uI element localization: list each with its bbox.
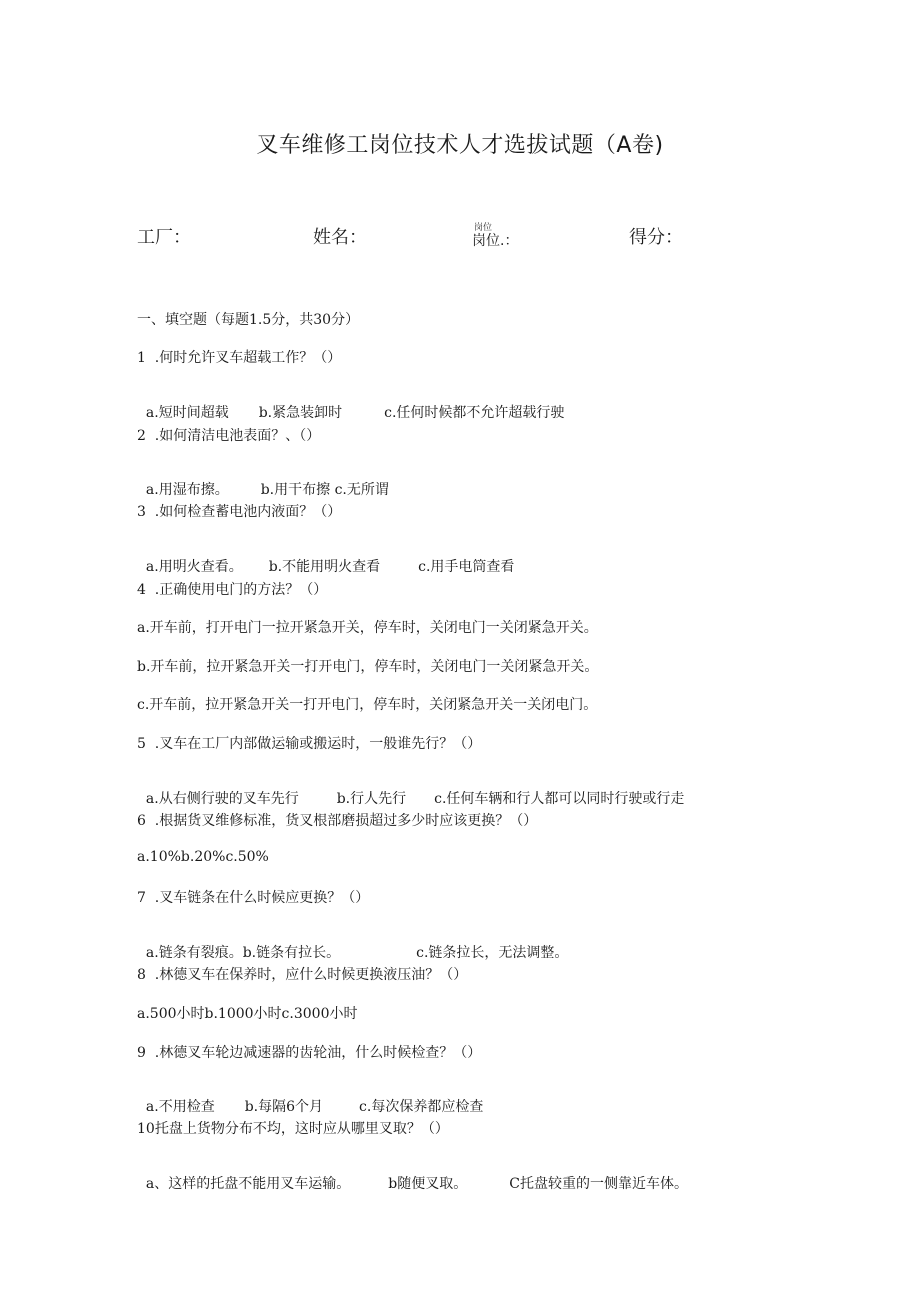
option-b: b随便叉取。 [388,1176,468,1192]
option-c: c.任何时候都不允许超载行驶 [384,405,565,421]
options-2 [137,463,389,499]
options-1 [137,386,564,422]
options-7 [137,926,568,962]
options-9 [137,1080,483,1116]
option-a: a.用明火查看。 [145,559,243,575]
option-a: a.用湿布擦。 [145,482,229,498]
option-4a: a.开车前，打开电门一拉开紧急开关，停车时，关闭电门一关闭紧急开关。 [137,620,598,636]
post-small-label: 岗位 [474,223,493,233]
option-b: b.不能用明火查看 [268,559,381,575]
option-c: c.链条拉长，无法调整。 [416,945,569,961]
question-9: 9 .林德叉车轮边减速器的齿轮油，什么时候检查？（） [137,1045,482,1061]
question-8: 8 .林德叉车在保养时，应什么时候更换液压油？（） [137,967,468,983]
option-a: a.从右侧行驶的叉车先行 [145,791,299,807]
option-bc: b.用干布擦 c.无所谓 [260,482,389,498]
question-2: 2 .如何清洁电池表面？、（） [137,428,321,444]
options-8: a.500小时b.1000小时c.3000小时 [137,1006,358,1022]
options-3 [137,540,514,576]
option-c: C托盘较重的一侧靠近车体。 [509,1176,688,1192]
options-5 [137,772,684,808]
options-10 [137,1157,688,1193]
question-6: 6 .根据货叉维修标准，货叉根部磨损超过多少时应该更换？（） [137,813,538,829]
question-7: 7 .叉车链条在什么时候应更换？（） [137,890,370,906]
question-5: 5 .叉车在工厂内部做运输或搬运时，一般谁先行？（） [137,736,482,752]
name-label: 姓名： [313,227,367,248]
question-4: 4 .正确使用电门的方法？（） [137,582,328,598]
option-c: c.用手电筒查看 [418,559,515,575]
post-label: 岗位.： [472,233,519,249]
option-b: b.行人先行 [336,791,407,807]
option-ab: a.链条有裂痕。b.链条有拉长。 [145,945,341,961]
option-4c: c.开车前，拉开紧急开关一打开电门，停车时，关闭紧急开关一关闭电门。 [137,697,598,713]
option-4b: b.开车前，拉开紧急开关一打开电门，停车时，关闭电门一关闭紧急开关。 [137,659,599,675]
section-heading: 一、填空题（每题1.5分，共30分） [137,312,360,328]
question-3: 3 .如何检查蓄电池内液面？（） [137,504,342,520]
question-10: 10托盘上货物分布不均，这时应从哪里叉取？（） [137,1121,449,1137]
option-b: b.每隔6个月 [244,1099,324,1115]
option-a: a、这样的托盘不能用叉车运输。 [145,1176,351,1192]
option-a: a.短时间超载 [145,405,229,421]
page-title: 叉车维修工岗位技术人才选拔试题（A卷) [256,133,664,158]
option-a: a.不用检查 [145,1099,215,1115]
option-c: c.每次保养都应检查 [359,1099,484,1115]
option-b: b.紧急装卸时 [258,405,343,421]
factory-label: 工厂： [137,227,191,248]
score-label: 得分： [629,227,683,248]
question-1: 1 .何时允许叉车超载工作？（） [137,350,342,366]
options-6: a.10%b.20%c.50% [137,849,269,865]
option-c: c.任何车辆和行人都可以同时行驶或行走 [434,791,685,807]
